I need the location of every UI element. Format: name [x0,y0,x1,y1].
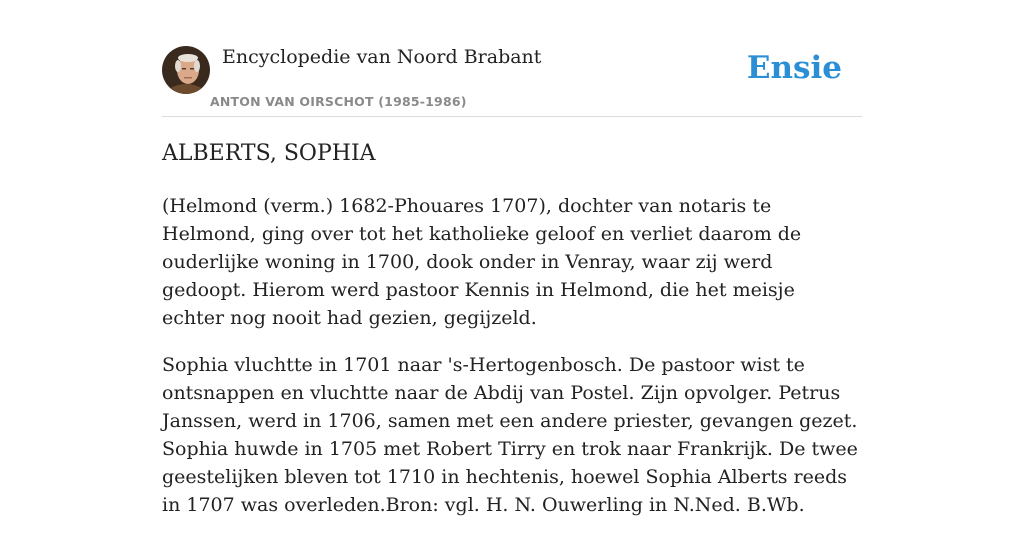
entry-body [162,192,862,538]
source-title[interactable]: Encyclopedie van Noord Brabant [222,46,542,68]
entry-paragraph: (Helmond (verm.) 1682-Phouares 1707), dochter van notaris te Helmond, ging over tot het katholieke geloof en verliet daarom de ouderlijke woning in 1700, dook onder in Venray, waar zij werd gedoopt. Hierom werd pastoor Kennis in Helmond, die het meisje echter nog nooit had gezien, gegijzeld. [162,195,802,329]
source-header [162,0,862,117]
author-portrait-icon [162,46,210,94]
article-page [162,0,862,516]
entry-paragraph: Sophia vluchtte in 1701 naar 's-Hertogenbosch. De pastoor wist te ontsnappen en vluchtte naar de Abdij van Postel. Zijn opvolger. Petrus Janssen, werd in 1706, samen met een andere priester, gevangen gezet. Sophia huwde in 1705 met Robert Tirry en trok naar Frankrijk. De twee geestelijken bleven tot 1710 in hechtenis, hoewel Sophia Alberts reeds in 1707 was overleden.Bron: vgl. H. N. Ouwerling in N.Ned. B.Wb. [162,354,858,516]
entry-title: ALBERTS, SOPHIA [162,141,376,166]
author-name[interactable]: ANTON VAN OIRSCHOT (1985-1986) [210,94,467,109]
author-avatar[interactable] [162,46,210,94]
brand-logo[interactable]: Ensie [746,50,842,86]
